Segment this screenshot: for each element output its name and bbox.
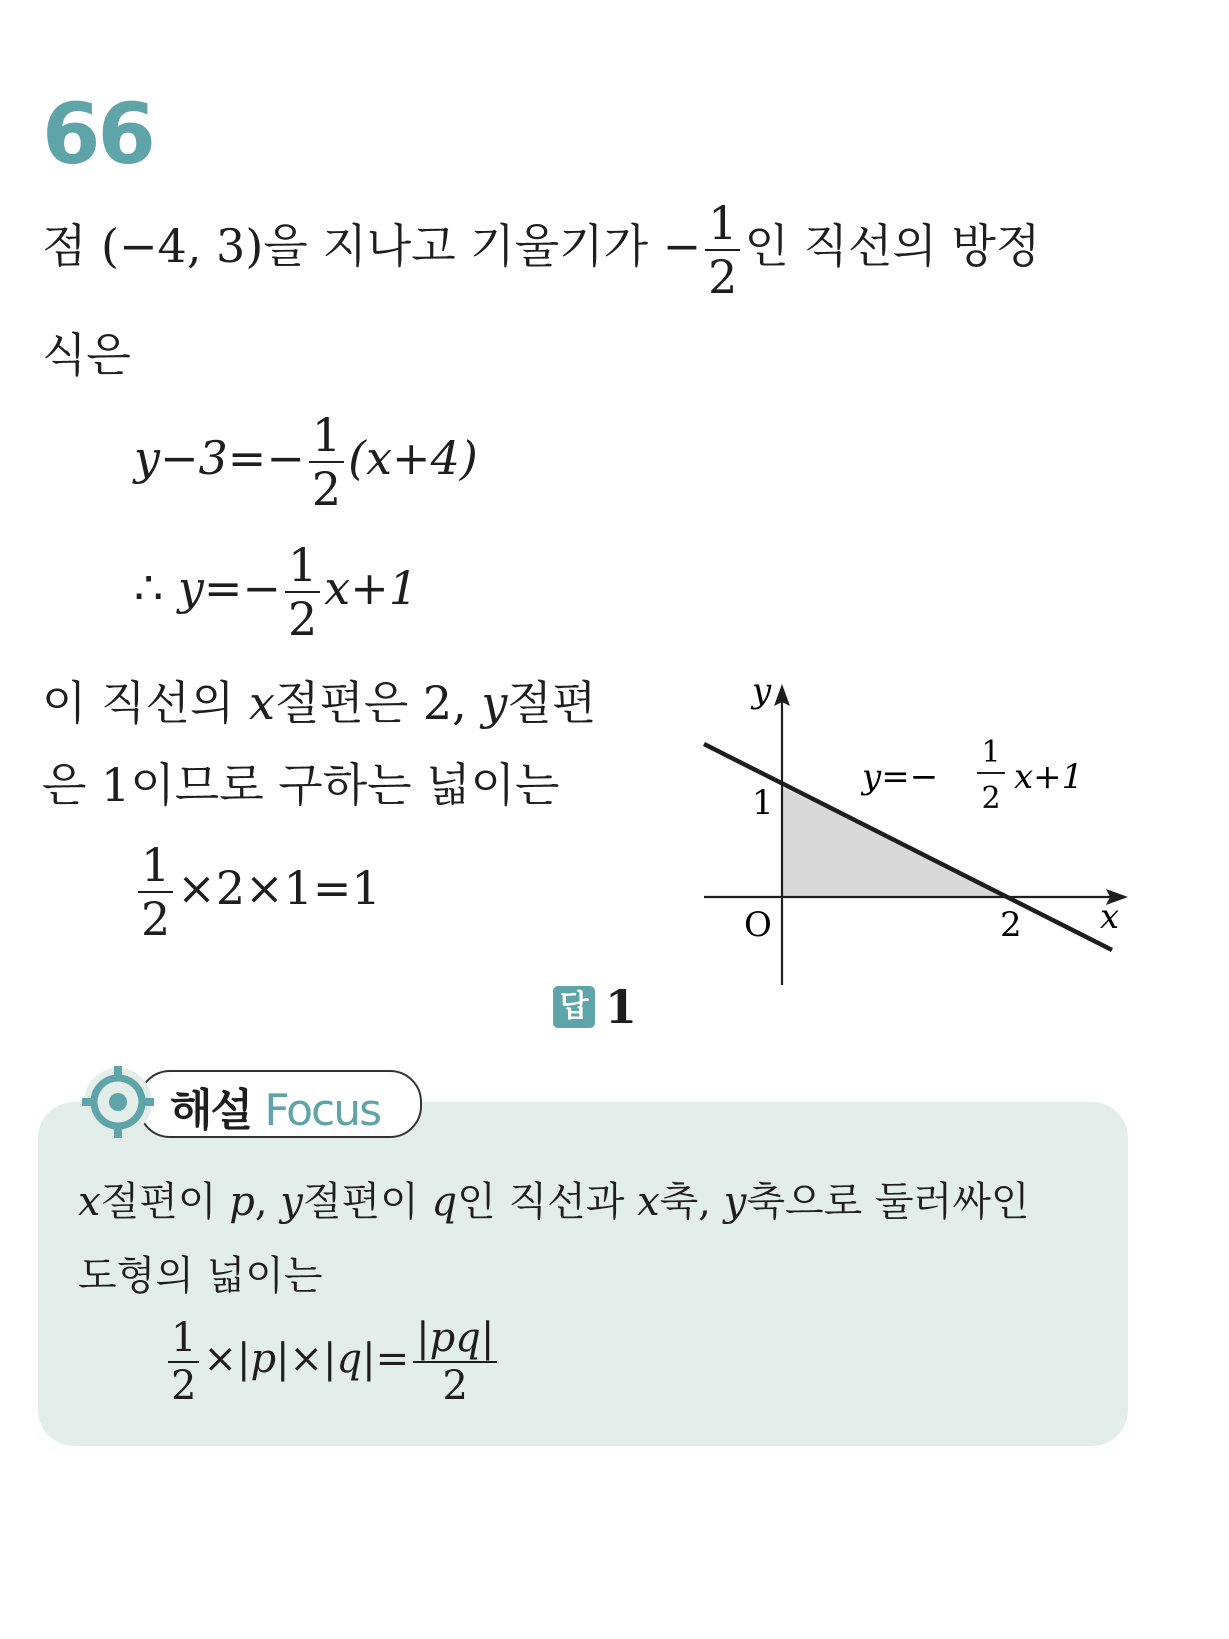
answer <box>553 980 637 1034</box>
slope-numerator: 1 <box>705 200 740 251</box>
equation-1 <box>134 408 478 516</box>
graph-eq-rhs: x+1 <box>1014 757 1084 797</box>
area-denominator: 2 <box>141 892 171 946</box>
focus-p-var: p <box>229 1179 255 1225</box>
y-axis-label: y <box>752 671 772 711</box>
focus-frac2-numerator: |pq| <box>413 1318 497 1363</box>
focus-comma: , <box>254 1179 281 1225</box>
eq2-rhs: x+1 <box>324 561 419 615</box>
intro-text-b: 인 직선의 방정 <box>744 219 1041 273</box>
origin-label: O <box>744 905 772 945</box>
focus-text-2: 절편이 <box>302 1179 432 1225</box>
area-intro-line: 은 1이므로 구하는 넓이는 <box>42 758 560 812</box>
focus-line-2: 도형의 넓이는 <box>78 1253 323 1299</box>
focus-title-english: Focus <box>264 1085 381 1136</box>
intercept-x-var: x <box>249 676 275 730</box>
intro-line <box>42 196 1041 304</box>
intercept-text-3: 절편 <box>507 676 597 730</box>
focus-q-var: q <box>431 1179 458 1225</box>
eq2-fraction <box>285 538 320 646</box>
graph-eq-numerator: 1 <box>981 735 1001 770</box>
graph-eq-denominator: 2 <box>981 781 1001 816</box>
intercept-y-var: y <box>481 676 508 730</box>
target-icon <box>82 1066 154 1138</box>
intro-text-a: 점 (−4, 3)을 지나고 기울기가 − <box>42 219 702 273</box>
intro-line-2: 식은 <box>42 328 131 382</box>
focus-text-1: 절편이 <box>100 1179 230 1225</box>
eq1-lhs: y−3=− <box>134 431 305 485</box>
graph-eq-lhs: y=− <box>862 757 939 797</box>
area-rhs: ×2×1=1 <box>177 861 381 915</box>
therefore-symbol: ∴ <box>134 561 178 615</box>
focus-y-var: y <box>280 1179 303 1225</box>
slope-denominator: 2 <box>708 250 738 304</box>
eq1-numerator: 1 <box>309 412 344 463</box>
intercept-text-2: 절편은 2, <box>274 676 482 730</box>
answer-badge: 답 <box>553 986 595 1028</box>
eq2-lhs: y=− <box>177 561 281 615</box>
eq2-numerator: 1 <box>285 542 320 593</box>
focus-title <box>170 1074 380 1138</box>
focus-x-var: x <box>78 1179 101 1225</box>
focus-formula-middle: ×|p|×|q|= <box>203 1336 410 1382</box>
focus-line-1 <box>78 1170 1030 1227</box>
y-tick-1: 1 <box>752 783 774 823</box>
focus-fraction-2 <box>413 1315 497 1409</box>
eq1-fraction <box>309 408 344 516</box>
focus-title-korean: 해설 <box>170 1085 252 1136</box>
eq1-rhs: (x+4) <box>348 431 478 485</box>
focus-fraction-1 <box>168 1315 199 1409</box>
slope-fraction <box>705 196 740 304</box>
focus-frac2-denominator: 2 <box>442 1363 468 1409</box>
focus-frac1-numerator: 1 <box>168 1318 199 1363</box>
area-numerator: 1 <box>138 842 173 893</box>
intercept-graph <box>690 660 1140 1000</box>
eq2-denominator: 2 <box>287 592 318 646</box>
focus-text-3: 인 직선과 <box>457 1179 638 1225</box>
intercept-text-1: 이 직선의 <box>42 676 249 730</box>
focus-frac1-denominator: 2 <box>171 1363 197 1409</box>
x-tick-2: 2 <box>1000 905 1022 945</box>
eq1-denominator: 2 <box>311 462 342 516</box>
intercept-line <box>42 676 597 730</box>
focus-text-4: 축, <box>659 1179 724 1225</box>
area-fraction <box>138 838 173 946</box>
area-calculation <box>134 838 381 946</box>
focus-text-5: 축으로 둘러싸인 <box>746 1179 1030 1225</box>
focus-x-axis-var: x <box>637 1179 660 1225</box>
focus-formula <box>164 1315 501 1409</box>
answer-value: 1 <box>605 980 638 1034</box>
focus-y-axis-var: y <box>723 1179 747 1225</box>
equation-2 <box>134 538 419 646</box>
x-axis-label: x <box>1100 897 1120 937</box>
problem-number: 66 <box>42 85 153 183</box>
